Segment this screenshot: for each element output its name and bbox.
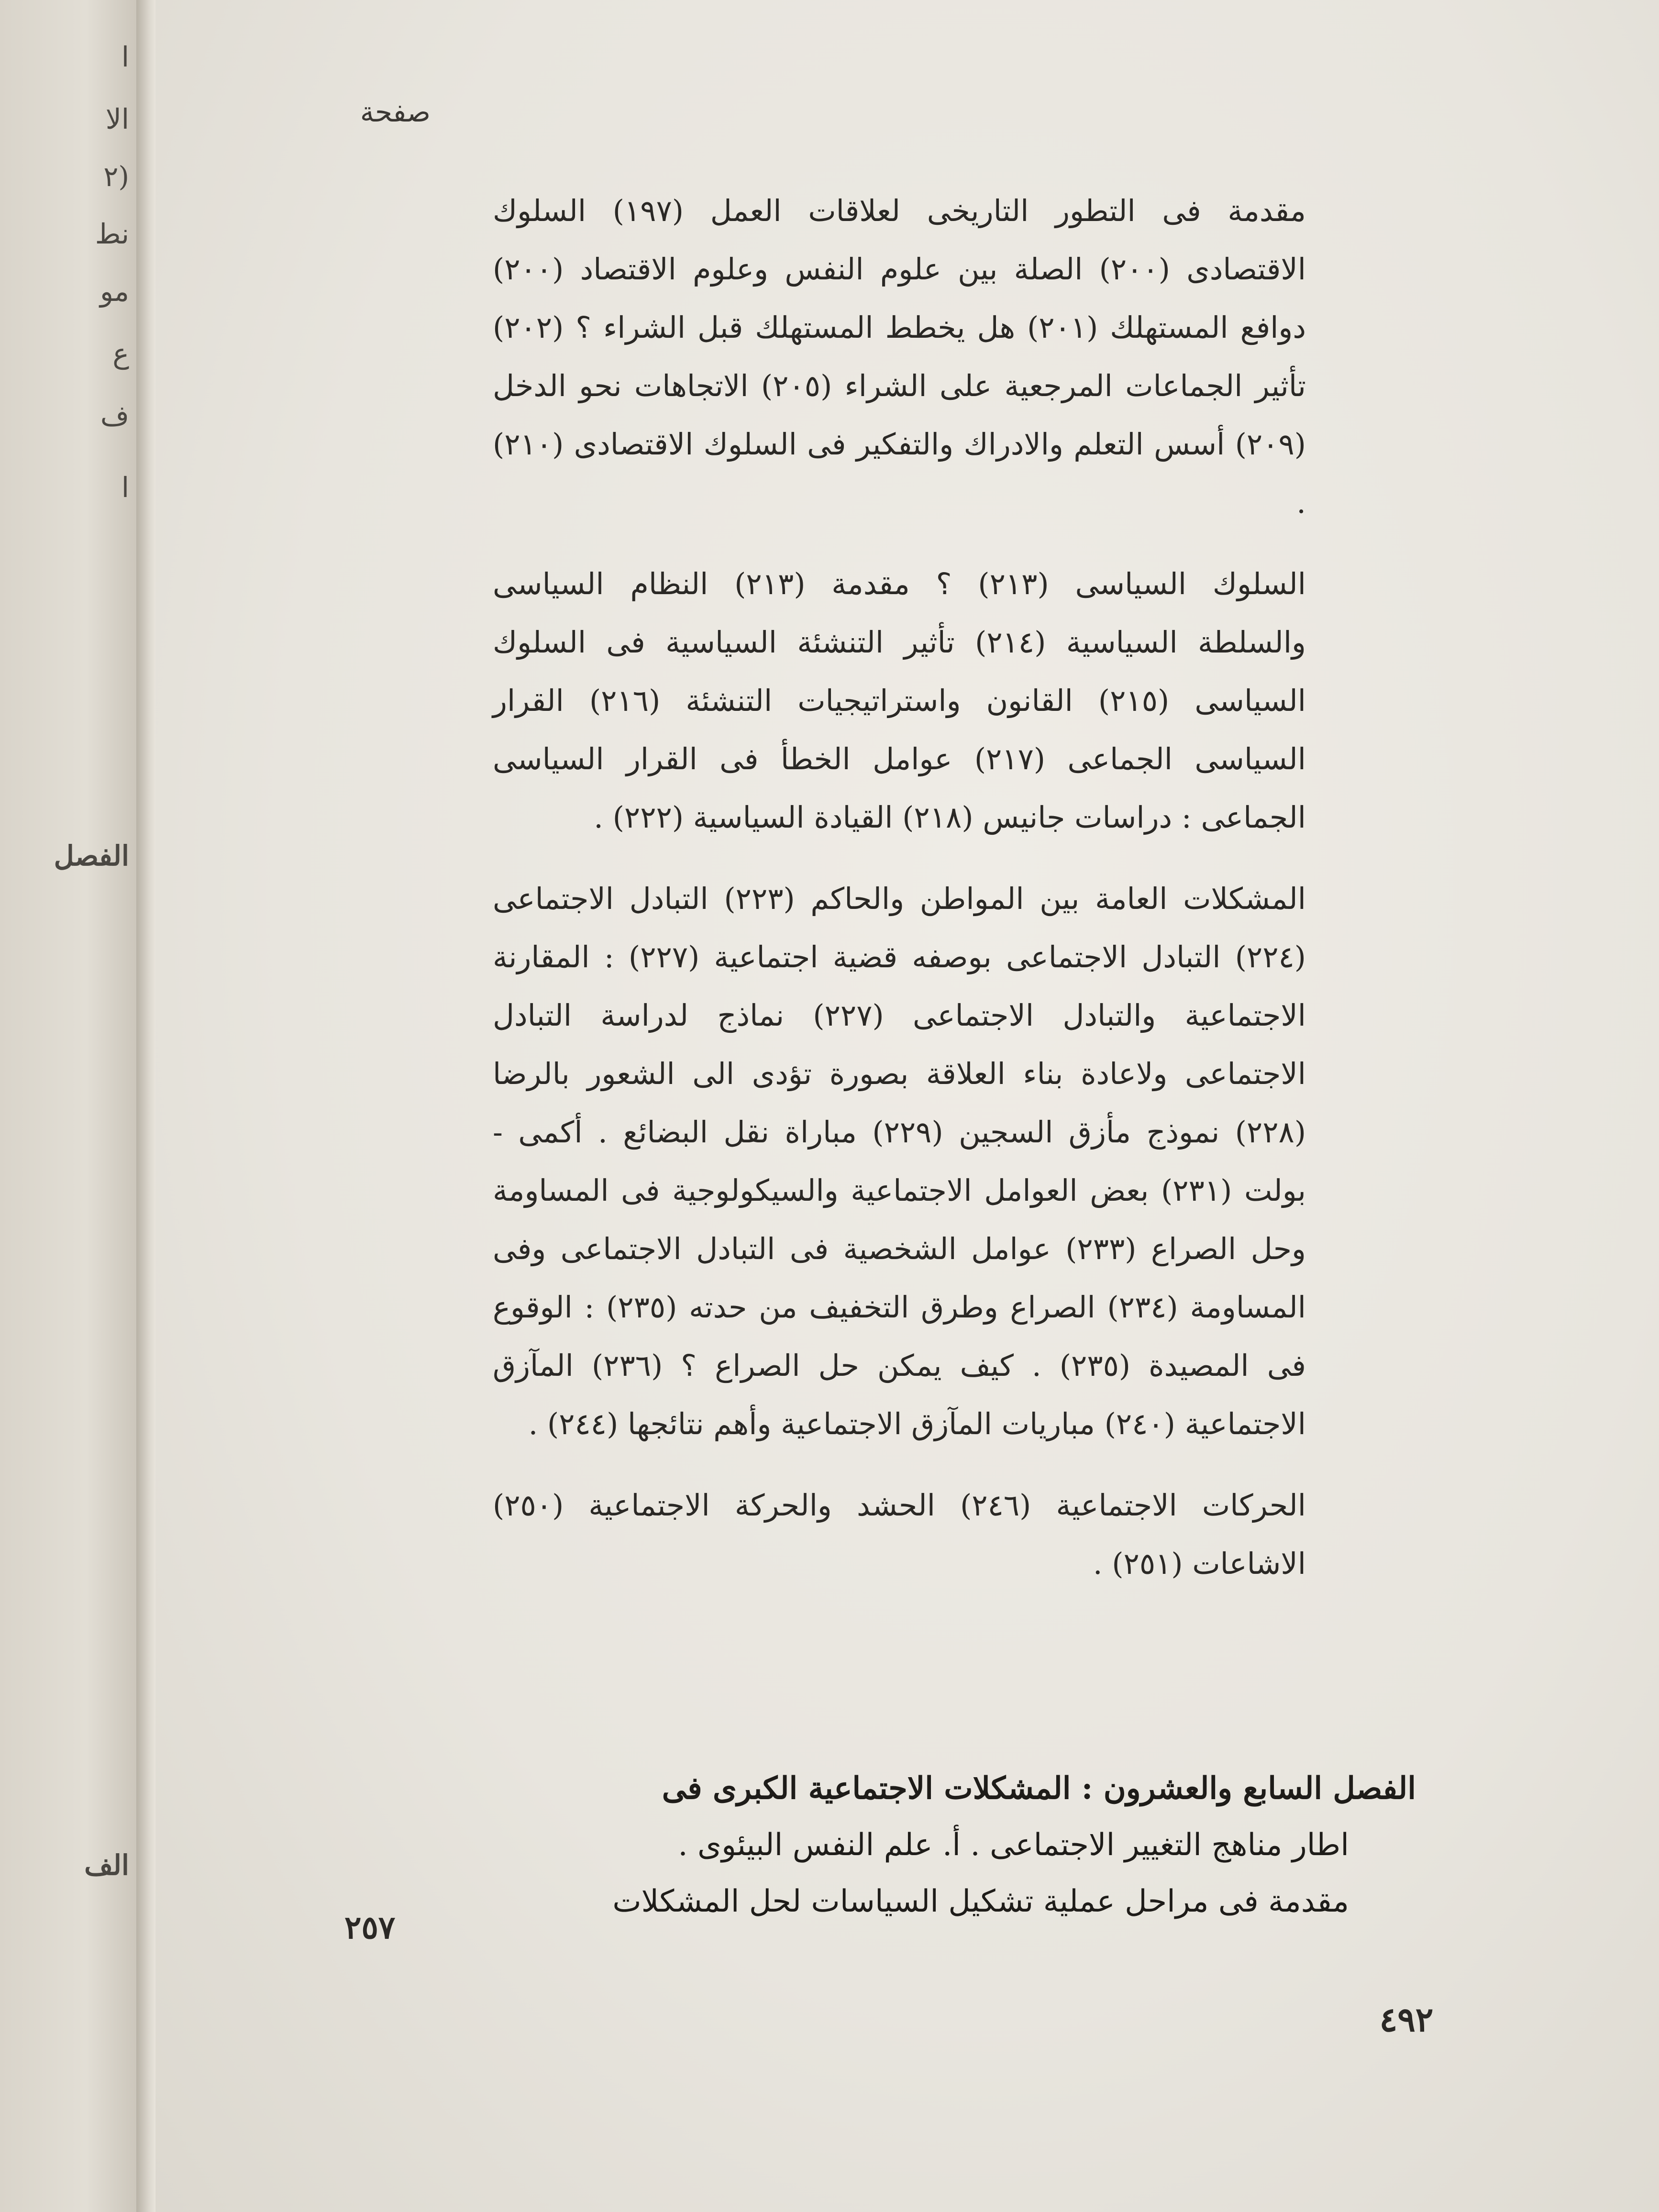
facing-page-fragment: ف (100, 399, 129, 432)
toc-entry: الحركات الاجتماعية (٢٤٦) الحشد والحركة الاجتماعية (٢٥٠) الاشاعات (٢٥١) . (493, 1488, 1306, 1581)
chapter-entry (493, 1760, 1416, 1930)
facing-page-fragment: مو (100, 275, 129, 308)
chapter-description-line: اطار مناهج التغيير الاجتماعى . أ. علم النفس البيئوى . (678, 1827, 1349, 1863)
facing-page-fragment: ع (112, 337, 129, 370)
toc-entry: المشكلات العامة بين المواطن والحاكم (٢٢٣) التبادل الاجتماعى (٢٢٤) التبادل الاجتماعى بوصفه قضية اجتماعية (٢٢٧) : المقارنة الاجتماعية والتبادل الاجتماعى (٢٢٧) نماذج لدراسة التبادل الاجتماعى ولاعادة بناء العلاقة بصورة تؤدى الى الشعور بالرضا (٢٢٨) نموذج مأزق السجين (٢٢٩) مباراة نقل البضائع . أكمى - بولت (٢٣١) بعض العوامل الاجتماعية والسيكولوجية فى المساومة وحل الصراع (٢٣٣) عوامل الشخصية فى التبادل الاجتماعى وفى المساومة (٢٣٤) الصراع وطرق التخفيف من حدته (٢٣٥) : الوقوع فى المصيدة (٢٣٥) . كيف يمكن حل الصراع ؟ (٢٣٦) المآزق الاجتماعية (٢٤٠) مباريات المآزق الاجتماعية وأهم نتائجها (٢٤٤) . (493, 881, 1306, 1441)
chapter-title: الفصل السابع والعشرون : المشكلات الاجتماعية الكبرى فى (662, 1770, 1416, 1806)
facing-page-edge (0, 0, 144, 2212)
table-of-contents (493, 182, 1306, 1616)
toc-entry: السلوك السياسى (٢١٣) ؟ مقدمة (٢١٣) النظام السياسى والسلطة السياسية (٢١٤) تأثير التنشئة السياسية فى السلوك السياسى (٢١٥) القانون واستراتيجيات التنشئة (٢١٦) القرار السياسى الجماعى (٢١٧) عوامل الخطأ فى القرار السياسى الجماعى : دراسات جانيس (٢١٨) القيادة السياسية (٢٢٢) . (493, 566, 1306, 835)
facing-page-fragment: الف (84, 1849, 129, 1881)
facing-page-fragment: ا (121, 471, 129, 504)
chapter-page-number: ٢٥٧ (344, 1909, 396, 1946)
toc-entry: مقدمة فى التطور التاريخى لعلاقات العمل (١٩٧) السلوك الاقتصادى (٢٠٠) الصلة بين علوم النفس وعلوم الاقتصاد (٢٠٠) دوافع المستهلك (٢٠١) هل يخطط المستهلك قبل الشراء ؟ (٢٠٢) تأثير الجماعات المرجعية على الشراء (٢٠٥) الاتجاهات نحو الدخل (٢٠٩) أسس التعلم والادراك والتفكير فى السلوك الاقتصادى (٢١٠) . (493, 193, 1306, 520)
page-number: ٤٩٢ (1379, 2000, 1434, 2039)
facing-page-fragment: نط (95, 218, 129, 250)
facing-page-fragment: ا (121, 41, 129, 73)
facing-page-fragment: الا (105, 103, 129, 135)
facing-page-fragment: (٢ (103, 160, 129, 193)
chapter-description-line: مقدمة فى مراحل عملية تشكيل السياسات لحل المشكلات (612, 1884, 1349, 1919)
book-gutter (136, 0, 155, 2212)
facing-page-fragment: الفصل (54, 840, 129, 872)
page-column-header: صفحة (360, 96, 431, 128)
